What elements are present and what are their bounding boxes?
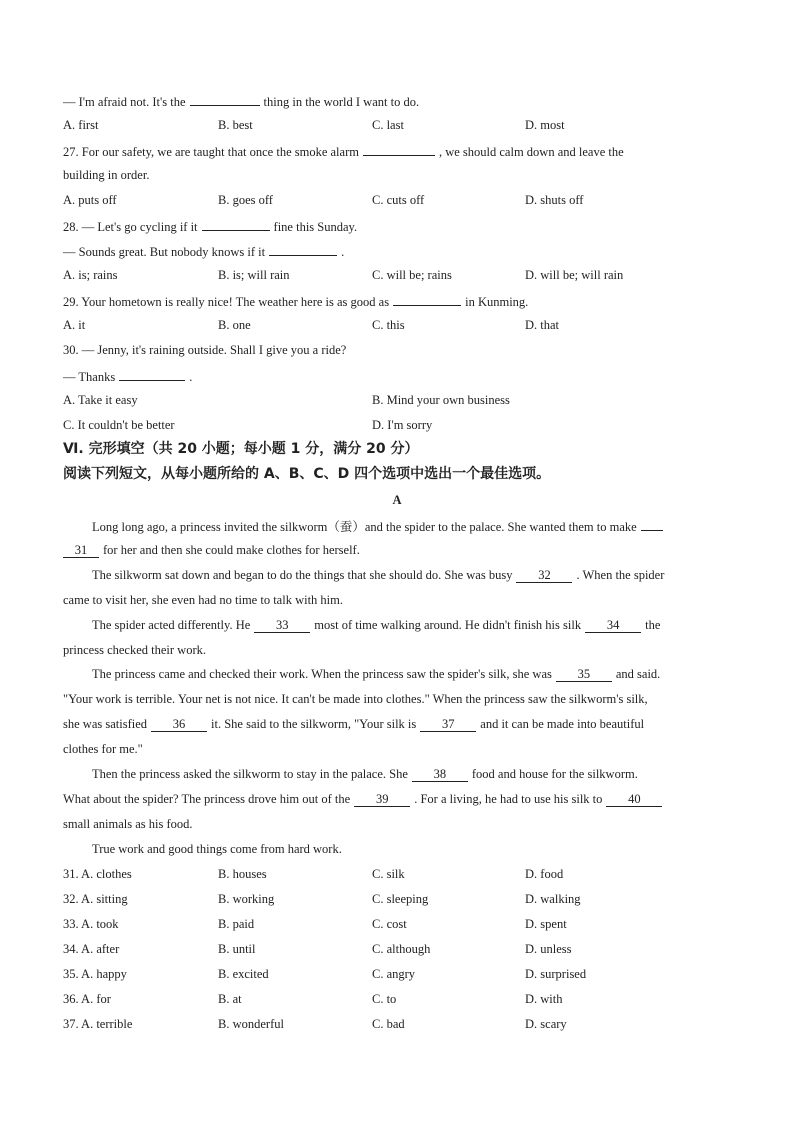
q29-text-a: 29. Your hometown is really nice! The weather here is as good as bbox=[63, 295, 390, 309]
passage-p6: True work and good things come from hard work. bbox=[92, 842, 342, 856]
q28-option-d: D. will be; will rain bbox=[525, 268, 624, 282]
q26-option-c: C. last bbox=[372, 118, 404, 132]
passage-p3-line2: princess checked their work. bbox=[63, 643, 206, 657]
q28-text-a: 28. — Let's go cycling if it bbox=[63, 220, 198, 234]
q27-blank bbox=[363, 142, 435, 156]
q36-option-c: C. to bbox=[372, 992, 397, 1006]
q27-option-a: A. puts off bbox=[63, 193, 117, 207]
q30-line1: 30. — Jenny, it's raining outside. Shall I give you a ride? bbox=[63, 343, 347, 357]
p5-text-a: Then the princess asked the silkworm to stay in the palace. She bbox=[92, 767, 408, 781]
p1-text-a: Long long ago, a princess invited the silkworm（蚕）and the spider to the palace. She wanted them to make bbox=[92, 520, 637, 534]
q30-option-a: A. Take it easy bbox=[63, 393, 138, 407]
q35-option-b: B. excited bbox=[218, 967, 269, 981]
blank-37: 37 bbox=[420, 717, 476, 732]
q30-text-b: . bbox=[189, 370, 193, 384]
q28-option-a: A. is; rains bbox=[63, 268, 118, 282]
q37-option-c: C. bad bbox=[372, 1017, 405, 1031]
q26-text-b: thing in the world I want to do. bbox=[263, 95, 420, 109]
q27-line2: building in order. bbox=[63, 168, 150, 182]
q27-option-c: C. cuts off bbox=[372, 193, 425, 207]
q28-text-c: — Sounds great. But nobody knows if it bbox=[63, 245, 266, 259]
q29-option-c: C. this bbox=[372, 318, 405, 332]
passage-p4-line1 bbox=[92, 666, 660, 682]
q35-option-a: 35. A. happy bbox=[63, 967, 127, 981]
blank-38: 38 bbox=[412, 767, 468, 782]
p3-text-b: most of time walking around. He didn't finish his silk bbox=[314, 618, 582, 632]
q34-option-b: B. until bbox=[218, 942, 256, 956]
q29-option-d: D. that bbox=[525, 318, 560, 332]
q36-option-b: B. at bbox=[218, 992, 242, 1006]
passage-p4-line2: "Your work is terrible. Your net is not nice. It can't be made into clothes." When the princess saw the silkworm's silk, bbox=[63, 692, 648, 706]
p2-text-a: The silkworm sat down and began to do the things that she should do. She was busy bbox=[92, 568, 513, 582]
passage-label: A bbox=[392, 493, 402, 507]
blank-31-start bbox=[641, 517, 663, 531]
q30-text-a: — Thanks bbox=[63, 370, 116, 384]
q32-option-a: 32. A. sitting bbox=[63, 892, 128, 906]
q37-option-d: D. scary bbox=[525, 1017, 567, 1031]
passage-p4-line3 bbox=[63, 716, 644, 732]
q27-line1 bbox=[63, 142, 624, 160]
q29-option-a: A. it bbox=[63, 318, 86, 332]
q26-option-b: B. best bbox=[218, 118, 253, 132]
blank-34: 34 bbox=[585, 618, 641, 633]
blank-32: 32 bbox=[516, 568, 572, 583]
section-instruction: 阅读下列短文，从每小题所给的 A、B、C、D 四个选项中选出一个最佳选项。 bbox=[63, 466, 551, 482]
blank-33: 33 bbox=[254, 618, 310, 633]
q29-line bbox=[63, 292, 528, 310]
q33-option-b: B. paid bbox=[218, 917, 255, 931]
blank-35: 35 bbox=[556, 667, 612, 682]
passage-p5-line2 bbox=[63, 791, 666, 807]
q29-option-b: B. one bbox=[218, 318, 251, 332]
p4-text-b: and said. bbox=[615, 667, 661, 681]
p3-text-c: the bbox=[645, 618, 661, 632]
q36-option-d: D. with bbox=[525, 992, 563, 1006]
q34-option-d: D. unless bbox=[525, 942, 572, 956]
blank-31: 31 bbox=[63, 543, 99, 558]
p4-text-f: and it can be made into beautiful bbox=[480, 717, 645, 731]
q28-line2 bbox=[63, 242, 344, 260]
q31-option-d: D. food bbox=[525, 867, 564, 881]
p5-text-b: food and house for the silkworm. bbox=[471, 767, 638, 781]
passage-p5-line1 bbox=[92, 766, 638, 782]
q26-option-a: A. first bbox=[63, 118, 99, 132]
passage-p2-line2: came to visit her, she even had no time to talk with him. bbox=[63, 593, 343, 607]
passage-p4-line4: clothes for me." bbox=[63, 742, 143, 756]
q30-option-c: C. It couldn't be better bbox=[63, 418, 175, 432]
passage-p3-line1 bbox=[92, 617, 660, 633]
q32-option-c: C. sleeping bbox=[372, 892, 429, 906]
q32-option-d: D. walking bbox=[525, 892, 581, 906]
q33-option-c: C. cost bbox=[372, 917, 407, 931]
q31-option-a: 31. A. clothes bbox=[63, 867, 132, 881]
q28-blank1 bbox=[202, 217, 270, 231]
q34-option-c: C. although bbox=[372, 942, 431, 956]
q29-text-b: in Kunming. bbox=[465, 295, 529, 309]
q35-option-d: D. surprised bbox=[525, 967, 587, 981]
q27-text-a: 27. For our safety, we are taught that once the smoke alarm bbox=[63, 145, 359, 159]
q26-line bbox=[63, 92, 419, 110]
q30-blank bbox=[119, 367, 185, 381]
q26-option-d: D. most bbox=[525, 118, 565, 132]
q33-option-a: 33. A. took bbox=[63, 917, 119, 931]
p3-text-a: The spider acted differently. He bbox=[92, 618, 251, 632]
q36-option-a: 36. A. for bbox=[63, 992, 111, 1006]
blank-36: 36 bbox=[151, 717, 207, 732]
passage-p1-line2 bbox=[63, 542, 360, 558]
q37-option-a: 37. A. terrible bbox=[63, 1017, 133, 1031]
q27-option-b: B. goes off bbox=[218, 193, 273, 207]
passage-p1-line1 bbox=[92, 517, 667, 535]
q30-option-b: B. Mind your own business bbox=[372, 393, 510, 407]
q32-option-b: B. working bbox=[218, 892, 275, 906]
blank-39: 39 bbox=[354, 792, 410, 807]
p2-text-b: . When the spider bbox=[576, 568, 665, 582]
q26-blank bbox=[190, 92, 260, 106]
q28-option-c: C. will be; rains bbox=[372, 268, 452, 282]
q31-option-c: C. silk bbox=[372, 867, 405, 881]
q35-option-c: C. angry bbox=[372, 967, 416, 981]
p4-text-a: The princess came and checked their work. When the princess saw the spider's silk, she was bbox=[92, 667, 552, 681]
passage-p5-line3: small animals as his food. bbox=[63, 817, 193, 831]
q26-text-a: — I'm afraid not. It's the bbox=[63, 95, 186, 109]
q31-option-b: B. houses bbox=[218, 867, 267, 881]
blank-40: 40 bbox=[606, 792, 662, 807]
p4-text-e: it. She said to the silkworm, "Your silk is bbox=[211, 717, 417, 731]
q33-option-d: D. spent bbox=[525, 917, 567, 931]
q28-line1 bbox=[63, 217, 357, 235]
q28-blank2 bbox=[269, 242, 337, 256]
p1-text-b: for her and then she could make clothes for herself. bbox=[103, 543, 360, 557]
p4-text-d: she was satisfied bbox=[63, 717, 148, 731]
p5-text-c: What about the spider? The princess drove him out of the bbox=[63, 792, 351, 806]
q29-blank bbox=[393, 292, 461, 306]
q28-text-d: . bbox=[341, 245, 345, 259]
q37-option-b: B. wonderful bbox=[218, 1017, 284, 1031]
q30-option-d: D. I'm sorry bbox=[372, 418, 433, 432]
q34-option-a: 34. A. after bbox=[63, 942, 120, 956]
q27-option-d: D. shuts off bbox=[525, 193, 584, 207]
passage-p2-line1 bbox=[92, 567, 664, 583]
q28-option-b: B. is; will rain bbox=[218, 268, 290, 282]
section-title: Ⅵ. 完形填空（共 20 小题；每小题 1 分，满分 20 分） bbox=[63, 441, 419, 457]
q30-line2 bbox=[63, 367, 192, 385]
p5-text-d: . For a living, he had to use his silk to bbox=[414, 792, 603, 806]
q28-text-b: fine this Sunday. bbox=[273, 220, 358, 234]
q27-text-b: , we should calm down and leave the bbox=[438, 145, 624, 159]
